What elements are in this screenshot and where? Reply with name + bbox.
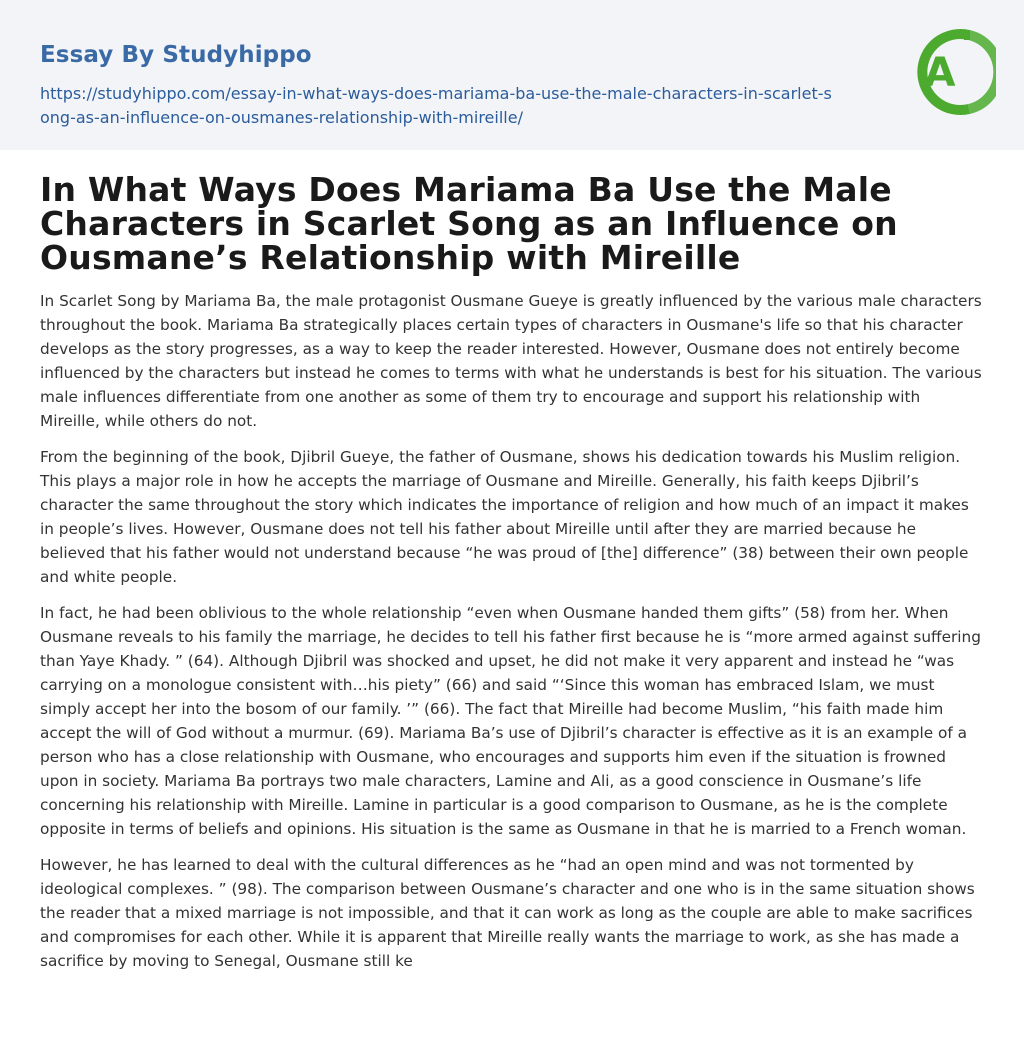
logo-letter: A — [924, 50, 956, 96]
source-url-link[interactable]: https://studyhippo.com/essay-in-what-ways-does-mariama-ba-use-the-male-characters-in-scarlet-song-as-an-influence-on-ousmanes-relationship-with-mireille/ — [40, 84, 832, 127]
site-title[interactable]: Essay By Studyhippo — [40, 42, 312, 68]
article-content — [0, 150, 1024, 973]
article-paragraph-1: In Scarlet Song by Mariama Ba, the male protagonist Ousmane Gueye is greatly influenced by the various male characters throughout the book. Mariama Ba strategically places certain types of characters in Ousmane's life so that his character develops as the story progresses, as a way to keep the reader interested. However, Ousmane does not entirely become influenced by the characters but instead he comes to terms with what he understands is best for his situation. The various male influences differentiate from one another as some of them try to encourage and support his relationship with Mireille, while others do not. — [40, 292, 982, 430]
article-paragraph-4: However, he has learned to deal with the cultural differences as he “had an open mind and was not tormented by ideological complexes. ” (98). The comparison between Ousmane’s character and one who is in the same situation shows the reader that a mixed marriage is not impossible, and that it can work as long as the couple are able to make sacrifices and compromises for each other. While it is apparent that Mireille really wants the marriage to work, as she has made a sacrifice by moving to Senegal, Ousmane still ke — [40, 856, 975, 970]
site-header — [0, 0, 1024, 150]
article-paragraph-3: In fact, he had been oblivious to the whole relationship “even when Ousmane handed them gifts” (58) from her. When Ousmane reveals to his family the marriage, he decides to tell his father first because he is “more armed against suffering than Yaye Khady. ” (64). Although Djibril was shocked and upset, he did not make it very apparent and instead he “was carrying on a monologue consistent with…his piety” (66) and said “‘Since this woman has embraced Islam, we must simply accept her into the bosom of our family. ’” (66). The fact that Mireille had become Muslim, “his faith made him accept the will of God without a murmur. (69). Mariama Ba’s use of Djibril’s character is effective as it is an example of a person who has a close relationship with Ousmane, who encourages and supports him even if the situation is frowned upon in society. Mariama Ba portrays two male characters, Lamine and Ali, as a good conscience in Ousmane’s life concerning his relationship with Mireille. Lamine in particular is a good comparison to Ousmane, as he is the complete opposite in terms of beliefs and opinions. His situation is the same as Ousmane in that he is married to a French woman. — [40, 604, 981, 838]
studyhippo-logo-icon[interactable] — [906, 22, 996, 122]
article-title: In What Ways Does Mariama Ba Use the Male Characters in Scarlet Song as an Influence on Ousmane’s Relationship with Mireille — [40, 170, 898, 277]
article-paragraph-2: From the beginning of the book, Djibril Gueye, the father of Ousmane, shows his dedication towards his Muslim religion. This plays a major role in how he accepts the marriage of Ousmane and Mireille. Generally, his faith keeps Djibril’s character the same throughout the story which indicates the importance of religion and how much of an impact it makes in people’s lives. However, Ousmane does not tell his father about Mireille until after they are married because he believed that his father would not understand because “he was proud of [the] difference” (38) between their own people and white people. — [40, 448, 969, 586]
